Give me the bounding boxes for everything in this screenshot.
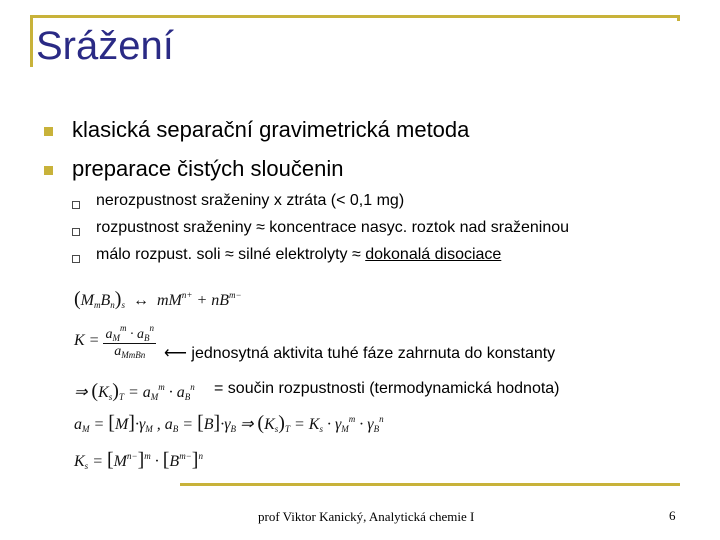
sub-bullet-icon	[72, 255, 80, 263]
sub-bullet-text-1: nerozpustnost sraženiny x ztráta (< 0,1 mg)	[96, 192, 405, 209]
footer-rule	[180, 483, 680, 486]
top-rule-tick	[677, 15, 680, 21]
activity-note-text: jednosytná aktivita tuhé fáze zahrnuta do konstanty	[191, 345, 556, 362]
sub-bullet-text-3-main: málo rozpust. soli ≈ silné elektrolyty ≈	[96, 246, 366, 263]
activity-definitions-formula: $a_M = [M]\cdot\gamma_M$ , $a_B = [B]\cdot\gamma_B$ ⇒ $(K_s)_T = K_s \cdot \gamma_M^m \cdot \gamma_B^n$	[74, 412, 384, 434]
bullet-square-icon	[44, 166, 53, 175]
page-number: 6	[669, 508, 676, 523]
sub-bullet-icon	[72, 201, 80, 209]
sub-bullet-icon	[72, 228, 80, 236]
activity-note: ⟵ jednosytná aktivita tuhé fáze zahrnuta do konstanty	[164, 345, 556, 362]
solubility-product-formula: ⇒ $(K_s)_T = a_M^m \cdot a_B^n$	[74, 380, 195, 402]
concentration-product-formula: $K_s = [M^{n-}]^m \cdot [B^{m-}]^n$	[74, 449, 203, 471]
bullet-text-1: klasická separační gravimetrická metoda	[72, 117, 470, 142]
equilibrium-formula: $(M_mB_n)_s$ ↔ $mM^{n+} + nB^{m-}$	[74, 288, 242, 310]
footer-author: prof Viktor Kanický, Analytická chemie I	[258, 509, 475, 524]
top-rule	[30, 15, 680, 18]
sub-bullet-text-3-underlined: dokonalá disociace	[365, 246, 502, 263]
equilibrium-constant-formula: K = $\frac{a_M^m \cdot a_B^n}{a_{MmBn}}$	[74, 323, 154, 360]
bullet-text-2: preparace čistých sloučenin	[72, 156, 344, 181]
solubility-product-note: = součin rozpustnosti (termodynamická hodnota)	[214, 380, 560, 397]
left-rule	[30, 15, 33, 67]
bullet-square-icon	[44, 127, 53, 136]
sub-bullet-text-2: rozpustnost sraženiny ≈ koncentrace nasyc. roztok nad sraženinou	[96, 219, 570, 236]
sub-bullet-text-3	[96, 246, 501, 264]
slide-title: Srážení	[36, 24, 174, 68]
